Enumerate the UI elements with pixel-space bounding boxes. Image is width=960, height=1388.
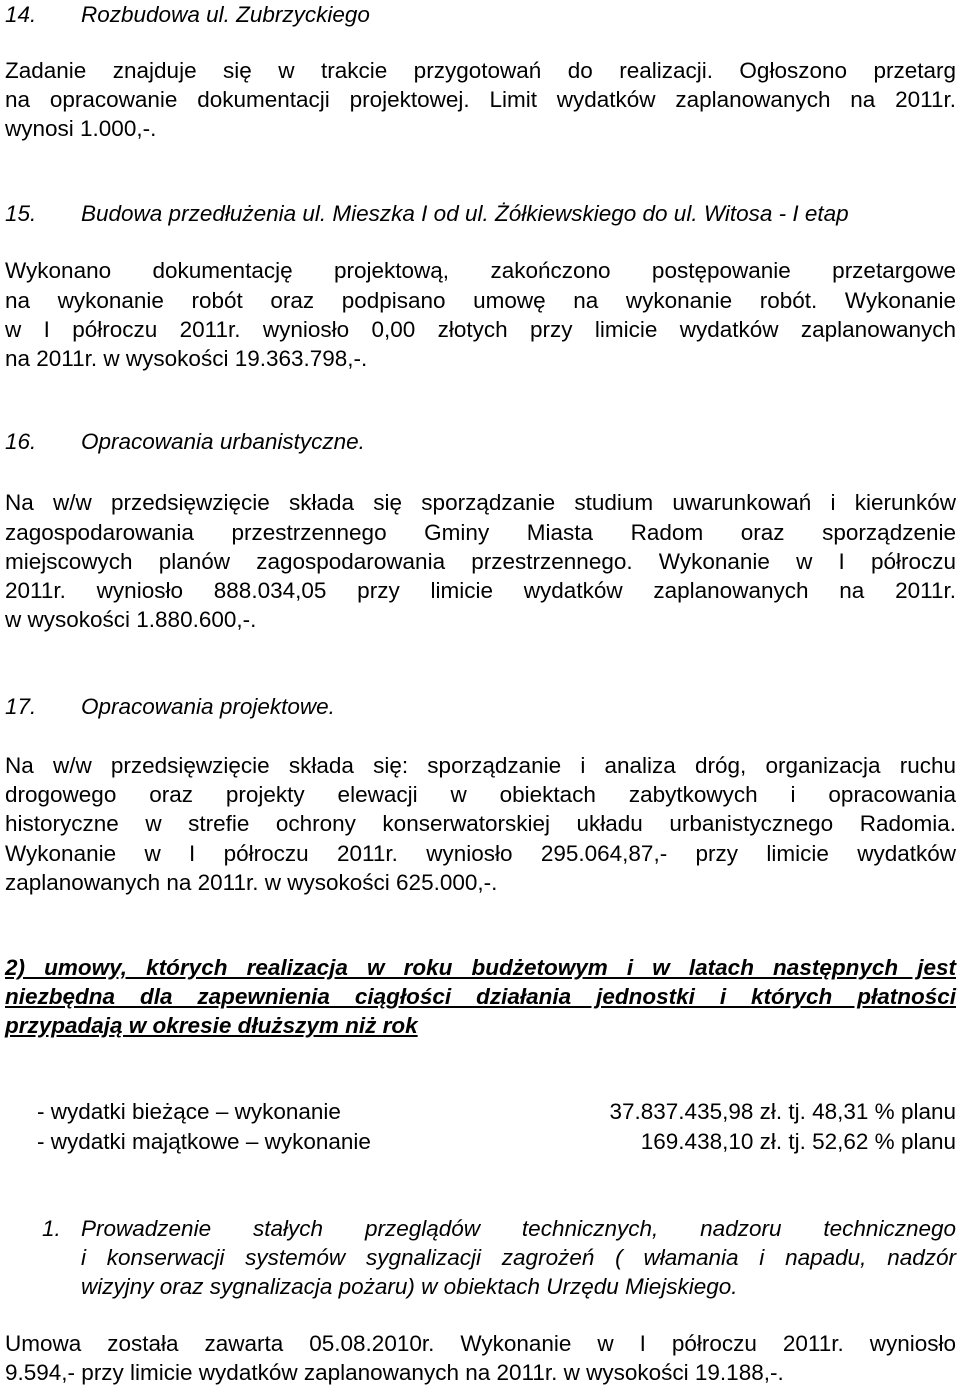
section-number: 17. <box>5 694 37 719</box>
section-16-line-3: miejscowych planów zagospodarowania przestrzennego. Wykonanie w I półroczu <box>5 549 956 574</box>
contracts-heading-line-2: niezbędna dla zapewnienia ciągłości działania jednostki i których płatności <box>5 984 956 1009</box>
expense-capital-label: - wydatki majątkowe – wykonanie <box>37 1129 371 1154</box>
section-17-line-2: drogowego oraz projekty elewacji w obiektach zabytkowych i opracowania <box>5 782 956 807</box>
expense-capital-amount: 169.438,10 zł. tj. 52,62 % planu <box>640 1129 956 1154</box>
section-17-line-3: historyczne w strefie ochrony konserwatorskiej układu urbanistycznego Radomia. <box>5 811 956 836</box>
section-title: Opracowania urbanistyczne. <box>81 429 365 454</box>
section-number: 14. <box>5 2 37 27</box>
section-15-line-3: w I półroczu 2011r. wyniosło 0,00 złotych przy limicie wydatków zaplanowanych <box>5 317 956 342</box>
section-title: Opracowania projektowe. <box>81 694 335 719</box>
item-1-line-1: Prowadzenie stałych przeglądów technicznych, nadzoru technicznego <box>81 1216 956 1241</box>
item-1-line-3-row <box>5 1272 956 1302</box>
section-number: 15. <box>5 201 37 226</box>
contracts-heading-line-1: 2) umowy, których realizacja w roku budżetowym i w latach następnych jest <box>5 955 956 980</box>
section-17-line-4: Wykonanie w I półroczu 2011r. wyniosło 295.064,87,- przy limicie wydatków <box>5 841 956 866</box>
item-1-line-2: i konserwacji systemów sygnalizacji zagrożeń ( włamania i napadu, nadzór <box>81 1245 956 1270</box>
item-number: 1. <box>42 1216 61 1241</box>
item-1 <box>5 1214 956 1244</box>
section-14-heading <box>5 0 956 30</box>
item-1-line-3: wizyjny oraz sygnalizacja pożaru) w obiektach Urzędu Miejskiego. <box>81 1274 738 1299</box>
item-1-line-2-row <box>5 1243 956 1273</box>
contract-note-line-2: 9.594,- przy limicie wydatków zaplanowanych na 2011r. w wysokości 19.188,-. <box>5 1360 784 1385</box>
section-15-line-4: na 2011r. w wysokości 19.363.798,-. <box>5 346 368 371</box>
section-14-line-3: wynosi 1.000,-. <box>5 116 157 141</box>
section-number: 16. <box>5 429 37 454</box>
contracts-heading-line-3: przypadają w okresie dłuższym niż rok <box>5 1013 418 1038</box>
section-title: Budowa przedłużenia ul. Mieszka I od ul. Żółkiewskiego do ul. Witosa - I etap <box>81 201 849 226</box>
section-17-heading <box>5 692 956 722</box>
section-16-line-1: Na w/w przedsięwzięcie składa się sporządzanie studium uwarunkowań i kierunków <box>5 490 956 515</box>
section-15-line-1: Wykonano dokumentację projektową, zakończono postępowanie przetargowe <box>5 258 956 283</box>
section-16-heading <box>5 427 956 457</box>
section-17-line-1: Na w/w przedsięwzięcie składa się: sporządzanie i analiza dróg, organizacja ruchu <box>5 753 956 778</box>
section-15-heading <box>5 199 956 229</box>
section-title: Rozbudowa ul. Zubrzyckiego <box>81 2 370 27</box>
section-15-line-2: na wykonanie robót oraz podpisano umowę na wykonanie robót. Wykonanie <box>5 288 956 313</box>
expense-current-amount: 37.837.435,98 zł. tj. 48,31 % planu <box>609 1099 956 1124</box>
section-14-line-2: na opracowanie dokumentacji projektowej. Limit wydatków zaplanowanych na 2011r. <box>5 87 956 112</box>
contract-note-line-1: Umowa została zawarta 05.08.2010r. Wykonanie w I półroczu 2011r. wyniosło <box>5 1331 956 1356</box>
expense-current-label: - wydatki bieżące – wykonanie <box>37 1099 341 1124</box>
section-16-line-5: w wysokości 1.880.600,-. <box>5 607 257 632</box>
section-16-line-4: 2011r. wyniosło 888.034,05 przy limicie wydatków zaplanowanych na 2011r. <box>5 578 956 603</box>
section-16-line-2: zagospodarowania przestrzennego Gminy Miasta Radom oraz sporządzenie <box>5 520 956 545</box>
section-14-line-1: Zadanie znajduje się w trakcie przygotowań do realizacji. Ogłoszono przetarg <box>5 58 956 83</box>
section-17-line-5: zaplanowanych na 2011r. w wysokości 625.000,-. <box>5 870 498 895</box>
